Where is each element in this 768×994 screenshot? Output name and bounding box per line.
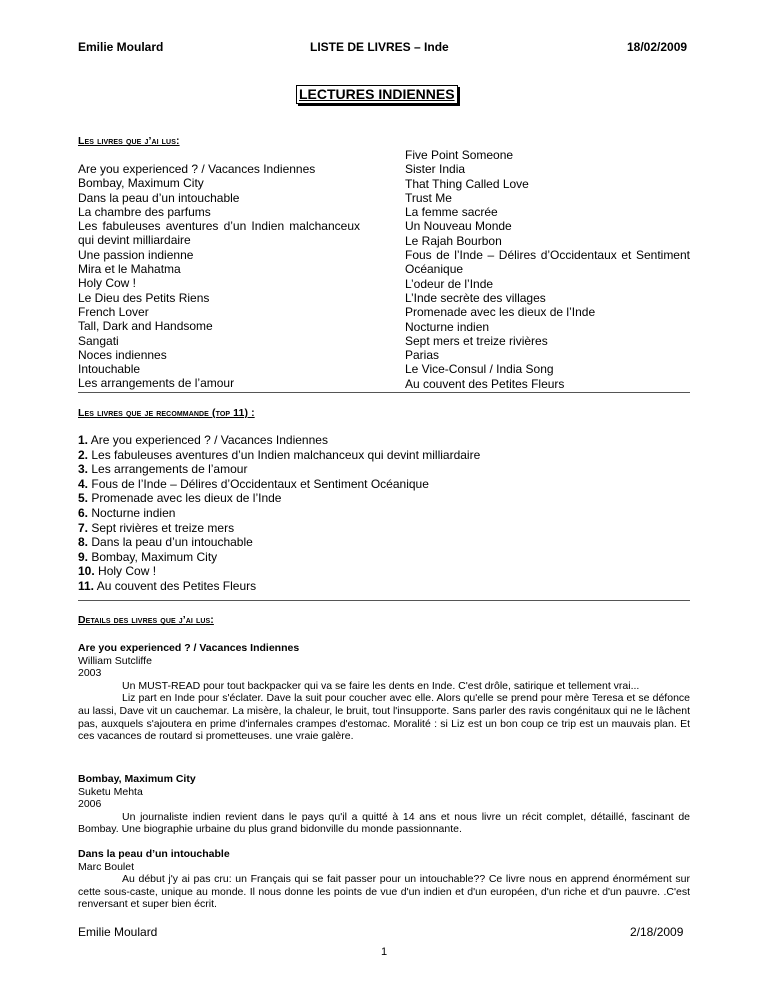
footer-date: 2/18/2009 <box>630 925 684 939</box>
page-number: 1 <box>381 946 388 958</box>
details-section-heading: Details des livres que j’ai lus: <box>78 614 214 626</box>
book-item: Sept mers et treize rivières <box>405 333 548 348</box>
book-detail <box>78 773 690 836</box>
book-item: Parias <box>405 348 440 363</box>
read-left-column <box>78 162 360 391</box>
book-item: Une passion indienne <box>78 247 194 262</box>
list-item: 9. Bombay, Maximum City <box>78 549 218 564</box>
book-item: Five Point Someone <box>405 148 514 162</box>
list-item: 6. Nocturne indien <box>78 505 176 520</box>
book-item: Holy Cow ! <box>78 276 137 291</box>
book-item: Are you experienced ? / Vacances Indiennes <box>78 162 316 176</box>
book-item: L’odeur de l’Inde <box>405 276 494 291</box>
book-item: Nocturne indien <box>405 319 490 334</box>
book-item: Promenade avec les dieux de l’Inde <box>405 305 596 320</box>
book-detail-paragraph: Un journaliste indien revient dans le pays qu'il a quitté à 14 ans et nous livre un récit complet, détaillé, fascinant de Bombay. Une biographie urbaine du plus grand bidonville du monde passionnante. <box>78 810 690 836</box>
book-item: Un Nouveau Monde <box>405 219 512 234</box>
book-item: La femme sacrée <box>405 205 498 220</box>
book-item: Au couvent des Petites Fleurs <box>405 376 565 391</box>
book-item: Le Vice-Consul / India Song <box>405 362 554 377</box>
book-item: Sister India <box>405 162 466 177</box>
book-item: Les arrangements de l’amour <box>78 376 235 391</box>
book-item: Bombay, Maximum City <box>78 176 204 191</box>
book-detail-title: Dans la peau d’un intouchable <box>78 848 230 860</box>
list-item: 1. Are you experienced ? / Vacances Indiennes <box>78 433 328 447</box>
book-item: Fous de l’Inde – Délires d’Occidentaux et Sentiment Océanique <box>405 248 690 277</box>
book-item: Sangati <box>78 333 119 348</box>
list-item: 2. Les fabuleuses aventures d’un Indien malchanceux qui devint milliardaire <box>78 447 481 462</box>
book-detail-year: 2006 <box>78 798 102 811</box>
book-item: Noces indiennes <box>78 347 167 362</box>
header-author: Emilie Moulard <box>78 40 164 54</box>
book-detail-title: Bombay, Maximum City <box>78 773 196 785</box>
book-item: Le Rajah Bourbon <box>405 233 502 248</box>
book-detail-year: 2003 <box>78 667 102 680</box>
book-detail <box>78 642 690 743</box>
book-detail-author: Suketu Mehta <box>78 785 143 798</box>
list-item: 4. Fous de l’Inde – Délires d’Occidentaux et Sentiment Océanique <box>78 476 429 491</box>
book-detail-paragraph: Liz part en Inde pour s'éclater. Dave la suit pour coucher avec elle. Alors qu'elle se prend pour mère Teresa et se défonce au lassi, Dave vit un cauchemar. La misère, la chaleur, le bruit, tout l'insupporte. Sans parler des ravis congénitaux qui ne le lâchent pas, auxquels s'ajoutera en prime d'infernales crampes d'estomac. Moralité : si Liz est un bon coup ce trip est un mauvais plan. Et ces vacances de routard si prometteuses. une vraie galère. <box>78 692 690 743</box>
book-item: Tall, Dark and Handsome <box>78 319 213 334</box>
book-item: Trust Me <box>405 190 452 205</box>
list-item: 5. Promenade avec les dieux de l’Inde <box>78 491 282 506</box>
book-item: Intouchable <box>78 362 141 377</box>
book-item: Mira et le Mahatma <box>78 262 181 277</box>
book-item: Dans la peau d’un intouchable <box>78 190 240 205</box>
read-section-heading: Les livres que j’ai lus: <box>78 135 180 147</box>
read-right-column <box>405 148 690 391</box>
list-item: 8. Dans la peau d’un intouchable <box>78 535 253 550</box>
book-item: Les fabuleuses aventures d’un Indien malchanceux qui devint milliardaire <box>78 219 360 248</box>
book-detail-paragraph: Au début j'y ai pas cru: un Français qui se fait passer pour un intouchable?? Ce livre nous en apprend énormément sur cette sous-caste, unique au monde. Il nous donne les points de vue d'un indien et d'un européen, d'un riche et d'un pauvre. .C'est renversant et super bien écrit. <box>78 873 690 911</box>
recommend-section-heading: Les livres que je recommande (top 11) : <box>78 407 255 419</box>
header-date: 18/02/2009 <box>627 40 688 54</box>
list-item: 10. Holy Cow ! <box>78 564 157 579</box>
recommend-list <box>78 433 480 594</box>
book-item: Le Dieu des Petits Riens <box>78 290 210 305</box>
book-detail-paragraph: Un MUST-READ pour tout backpacker qui va se faire les dents en Inde. C'est drôle, satirique et tellement vrai... <box>122 679 640 692</box>
book-detail-title: Are you experienced ? / Vacances Indiennes <box>78 642 300 654</box>
list-item: 7. Sept rivières et treize mers <box>78 520 235 535</box>
list-item: 3. Les arrangements de l’amour <box>78 462 248 477</box>
book-item: That Thing Called Love <box>405 176 529 191</box>
book-detail <box>78 848 690 911</box>
book-item: French Lover <box>78 304 149 319</box>
section-divider <box>78 600 690 601</box>
section-divider <box>78 392 690 393</box>
footer-author: Emilie Moulard <box>78 925 158 939</box>
list-item: 11. Au couvent des Petites Fleurs <box>78 578 257 593</box>
book-item: L’Inde secrète des villages <box>405 290 546 305</box>
book-detail-author: Marc Boulet <box>78 860 135 873</box>
header-doc-title: LISTE DE LIVRES – Inde <box>310 40 449 54</box>
book-item: La chambre des parfums <box>78 204 211 219</box>
page-title: LECTURES INDIENNES <box>296 85 458 104</box>
book-detail-author: William Sutcliffe <box>78 654 152 667</box>
